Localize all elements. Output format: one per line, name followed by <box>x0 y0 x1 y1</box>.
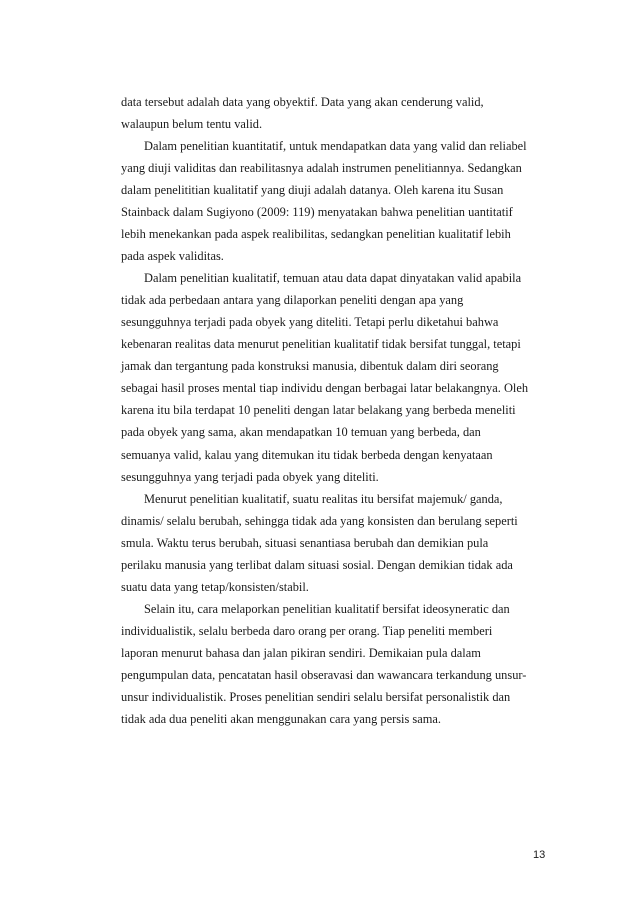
text-line: sebagai hasil proses mental tiap individu dengan berbagai latar belakangnya. Oleh <box>121 381 529 396</box>
text-line: dalam penelititian kualitatif yang diuji adalah datanya. Oleh karena itu Susan <box>121 183 504 198</box>
text-line: tidak ada perbedaan antara yang dilaporkan peneliti dengan apa yang <box>121 293 464 308</box>
text-line: tidak ada dua peneliti akan menggunakan cara yang persis sama. <box>121 711 441 726</box>
text-line: sesungguhnya terjadi pada obyek yang diteliti. Tetapi perlu diketahui bahwa <box>121 315 499 330</box>
text-line: pengumpulan data, pencatatan hasil obseravasi dan wawancara terkandung unsur- <box>121 667 527 682</box>
text-line: individualistik, selalu berbeda daro orang per orang. Tiap peneliti memberi <box>121 623 493 638</box>
text-line: unsur individualistik. Proses penelitian sendiri selalu bersifat personalistik dan <box>121 689 511 704</box>
text-line: sesungguhnya yang terjadi pada obyek yang diteliti. <box>121 469 379 484</box>
text-line: Dalam penelitian kualitatif, temuan atau data dapat dinyatakan valid apabila <box>144 271 522 286</box>
text-line: dinamis/ selalu berubah, sehingga tidak ada yang konsisten dan berulang seperti <box>121 513 518 528</box>
text-line: perilaku manusia yang terlibat dalam situasi sosial. Dengan demikian tidak ada <box>121 557 513 572</box>
text-line: semuanya valid, kalau yang ditemukan itu tidak berbeda dengan kenyataan <box>121 447 493 462</box>
text-line: laporan menurut bahasa dan jalan pikiran sendiri. Demikaian pula dalam <box>121 645 481 660</box>
text-line: yang diuji validitas dan reabilitasnya adalah instrumen penelitiannya. Sedangkan <box>121 161 522 176</box>
text-line: suatu data yang tetap/konsisten/stabil. <box>121 579 309 594</box>
text-line: Menurut penelitian kualitatif, suatu realitas itu bersifat majemuk/ ganda, <box>144 491 503 506</box>
text-line: kebenaran realitas data menurut penelitian kualitatif tidak bersifat tunggal, tetapi <box>121 337 521 352</box>
text-line: pada obyek yang sama, akan mendapatkan 10 temuan yang berbeda, dan <box>121 425 481 440</box>
text-line: karena itu bila terdapat 10 peneliti dengan latar belakang yang berbeda meneliti <box>121 403 516 418</box>
text-line: Selain itu, cara melaporkan penelitian kualitatif bersifat ideosyneratic dan <box>144 601 510 616</box>
body-text <box>121 91 551 730</box>
text-line: smula. Waktu terus berubah, situasi senantiasa berubah dan demikian pula <box>121 535 489 550</box>
text-line: pada aspek validitas. <box>121 249 224 264</box>
text-line: walaupun belum tentu valid. <box>121 117 263 132</box>
text-line: jamak dan tergantung pada konstruksi manusia, dibentuk dalam diri seorang <box>121 359 499 374</box>
text-line: lebih menekankan pada aspek realibilitas, sedangkan penelitian kualitatif lebih <box>121 227 511 242</box>
text-line: Stainback dalam Sugiyono (2009: 119) menyatakan bahwa penelitian uantitatif <box>121 205 513 220</box>
text-line: data tersebut adalah data yang obyektif. Data yang akan cenderung valid, <box>121 95 484 109</box>
page-number: 13 <box>533 849 546 861</box>
text-line: Dalam penelitian kuantitatif, untuk mendapatkan data yang valid dan reliabel <box>144 139 527 154</box>
